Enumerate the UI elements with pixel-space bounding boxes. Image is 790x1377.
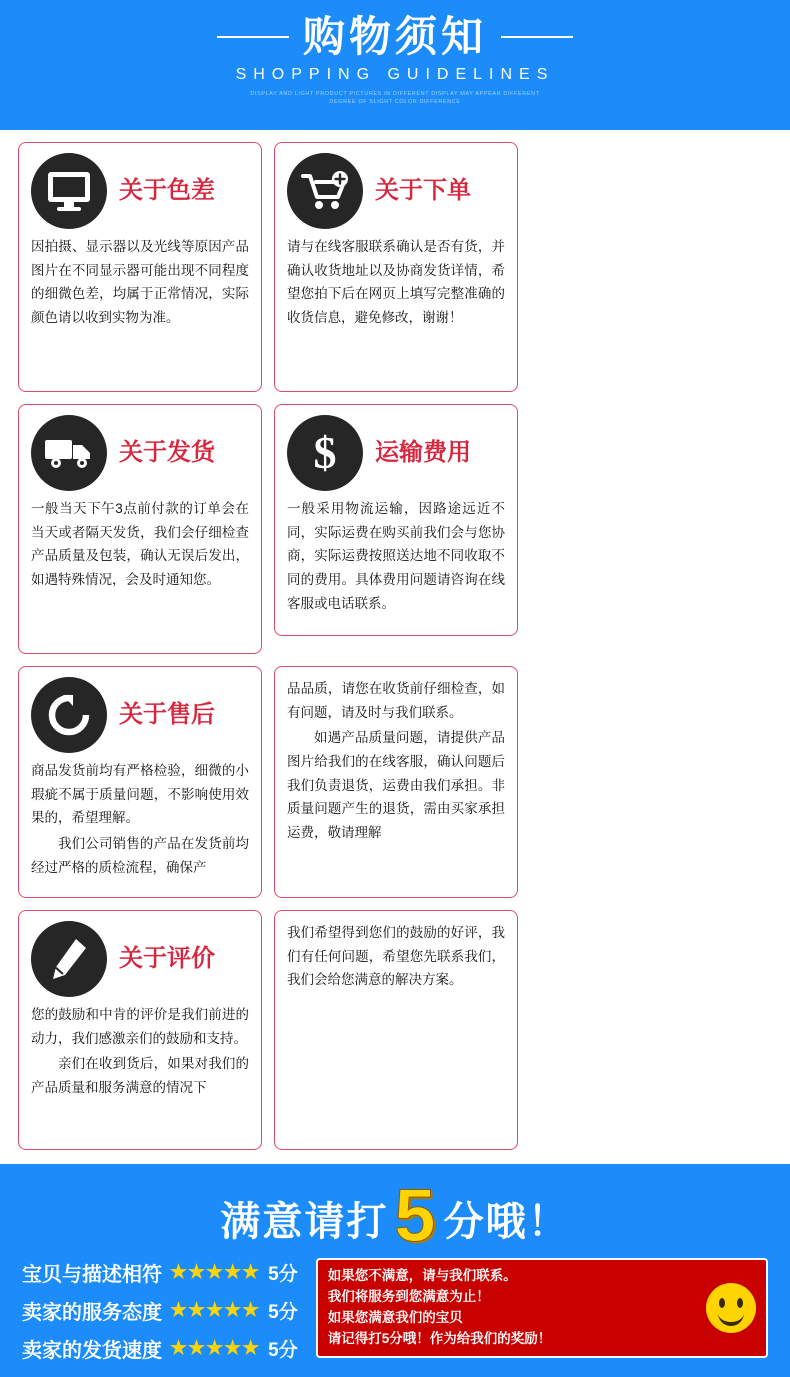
card-reviews bbox=[18, 910, 262, 1150]
card-body bbox=[287, 921, 505, 992]
page-title: 购物须知 bbox=[302, 13, 487, 60]
rating-score: 5分 bbox=[268, 1340, 298, 1361]
card-body bbox=[31, 1003, 249, 1100]
pencil-icon bbox=[31, 921, 107, 997]
svg-text:$: $ bbox=[313, 429, 337, 477]
footer-title bbox=[0, 1174, 790, 1257]
smiley-mouth bbox=[718, 1309, 744, 1326]
smiley-eye-left bbox=[719, 1298, 725, 1308]
rating-row bbox=[22, 1334, 298, 1363]
page-footer bbox=[0, 1164, 790, 1377]
card-paragraph: 品品质，请您在收货前仔细检查，如有问题，请及时与我们联系。 bbox=[287, 681, 505, 720]
star-rating-icon: ★★★★★ bbox=[170, 1338, 261, 1359]
refresh-icon bbox=[31, 677, 107, 753]
smiley-face-icon bbox=[706, 1283, 756, 1333]
rating-score: 5分 bbox=[268, 1302, 298, 1323]
header-rule-right bbox=[501, 36, 573, 38]
card-paragraph: 因拍摄、显示器以及光线等原因产品图片在不同显示器可能出现不同程度的细微色差，均属于正常情况，实际颜色请以收到实物为准。 bbox=[31, 239, 249, 325]
card-after-sales bbox=[18, 666, 262, 898]
star-rating-icon: ★★★★★ bbox=[170, 1300, 261, 1321]
card-header bbox=[287, 415, 505, 491]
rating-list bbox=[22, 1258, 298, 1363]
card-paragraph: 您的鼓励和中肯的评价是我们前进的动力，我们感激亲们的鼓励和支持。 bbox=[31, 1007, 249, 1046]
rating-row bbox=[22, 1258, 298, 1287]
smiley-eye-right bbox=[737, 1298, 743, 1308]
card-ordering bbox=[274, 142, 518, 392]
satisfaction-notice bbox=[316, 1258, 768, 1358]
notice-line: 如果您不满意，请与我们联系。 bbox=[327, 1268, 517, 1283]
notice-line: 如果您满意我们的宝贝 bbox=[327, 1309, 463, 1325]
card-header bbox=[287, 153, 505, 229]
card-title: 关于售后 bbox=[119, 700, 215, 728]
card-title: 关于发货 bbox=[119, 438, 215, 466]
card-header bbox=[31, 153, 249, 229]
card-paragraph: 一般当天下午3点前付款的订单会在当天或者隔天发货，我们会仔细检查产品质量及包装，确认无误后发出，如遇特殊情况，会及时通知您。 bbox=[31, 501, 249, 587]
card-paragraph: 如遇产品质量问题，请提供产品图片给我们的在线客服，确认问题后我们负责退货，运费由我们承担。非质量问题产生的退货，需由买家承担运费，敬请理解 bbox=[287, 730, 505, 840]
card-paragraph: 一般采用物流运输，因路途远近不同，实际运费在购买前我们会与您协商，实际运费按照送达地不同收取不同的费用。具体费用问题请咨询在线客服或电话联系。 bbox=[287, 501, 505, 611]
rating-row bbox=[22, 1296, 298, 1325]
rating-label: 宝贝与描述相符 bbox=[22, 1264, 162, 1286]
rating-score: 5分 bbox=[268, 1264, 298, 1285]
header-title-row bbox=[217, 13, 573, 60]
guidelines-grid bbox=[18, 142, 772, 1150]
footer-big-five: 5 bbox=[394, 1174, 438, 1257]
card-body bbox=[287, 497, 505, 615]
card-paragraph: 亲们在收到货后，如果对我们的产品质量和服务满意的情况下 bbox=[31, 1056, 249, 1095]
footer-bottom bbox=[0, 1244, 790, 1363]
notice-line: 请记得打5分哦！作为给我们的奖励！ bbox=[327, 1330, 552, 1346]
page-header bbox=[0, 0, 790, 130]
guidelines-body bbox=[0, 130, 790, 1164]
dollar-icon bbox=[287, 415, 363, 491]
card-freight-cost bbox=[274, 404, 518, 636]
header-rule-left bbox=[217, 36, 289, 38]
card-title: 关于色差 bbox=[119, 176, 215, 204]
footer-title-left: 满意请打 bbox=[220, 1200, 389, 1244]
header-fineprint: DISPLAY AND LIGHT PRODUCT PICTURES IN DIFFERENT DISPLAY MAY APPEAR DIFFERENT DEGREE OF SLIGHT COLOR DIFFERENCE bbox=[250, 91, 540, 106]
card-color-difference bbox=[18, 142, 262, 392]
card-title: 关于下单 bbox=[375, 176, 471, 204]
card-body bbox=[31, 235, 249, 330]
card-paragraph: 请与在线客服联系确认是否有货，并确认收货地址以及协商发货详情，希望您拍下后在网页上填写完整准确的收货信息，避免修改，谢谢！ bbox=[287, 239, 505, 325]
card-shipping bbox=[18, 404, 262, 654]
card-body bbox=[287, 235, 505, 330]
footer-title-right: 分哦！ bbox=[443, 1200, 570, 1244]
rating-label: 卖家的发货速度 bbox=[22, 1340, 162, 1362]
card-paragraph: 商品发货前均有严格检验，细微的小瑕疵不属于质量问题，不影响使用效果的，希望理解。 bbox=[31, 763, 249, 826]
card-body bbox=[31, 759, 249, 879]
card-header bbox=[31, 415, 249, 491]
card-header bbox=[31, 921, 249, 997]
page-subtitle: SHOPPING GUIDELINES bbox=[235, 66, 555, 83]
card-title: 运输费用 bbox=[375, 438, 471, 466]
notice-text bbox=[328, 1266, 696, 1350]
notice-line: 我们将服务到您满意为止！ bbox=[327, 1288, 490, 1304]
card-body bbox=[287, 677, 505, 844]
card-reviews-continued bbox=[274, 910, 518, 1150]
card-paragraph: 我们希望得到您们的鼓励的好评，我们有任何问题，希望您先联系我们，我们会给您满意的解决方案。 bbox=[287, 925, 505, 988]
card-body bbox=[31, 497, 249, 592]
shopping-cart-icon bbox=[287, 153, 363, 229]
card-paragraph: 我们公司销售的产品在发货前均经过严格的质检流程，确保产 bbox=[31, 835, 249, 875]
truck-icon bbox=[31, 415, 107, 491]
star-rating-icon: ★★★★★ bbox=[170, 1262, 261, 1283]
monitor-icon bbox=[31, 153, 107, 229]
card-header bbox=[31, 677, 249, 753]
card-title: 关于评价 bbox=[119, 944, 215, 972]
rating-label: 卖家的服务态度 bbox=[22, 1302, 162, 1324]
card-after-sales-continued bbox=[274, 666, 518, 898]
